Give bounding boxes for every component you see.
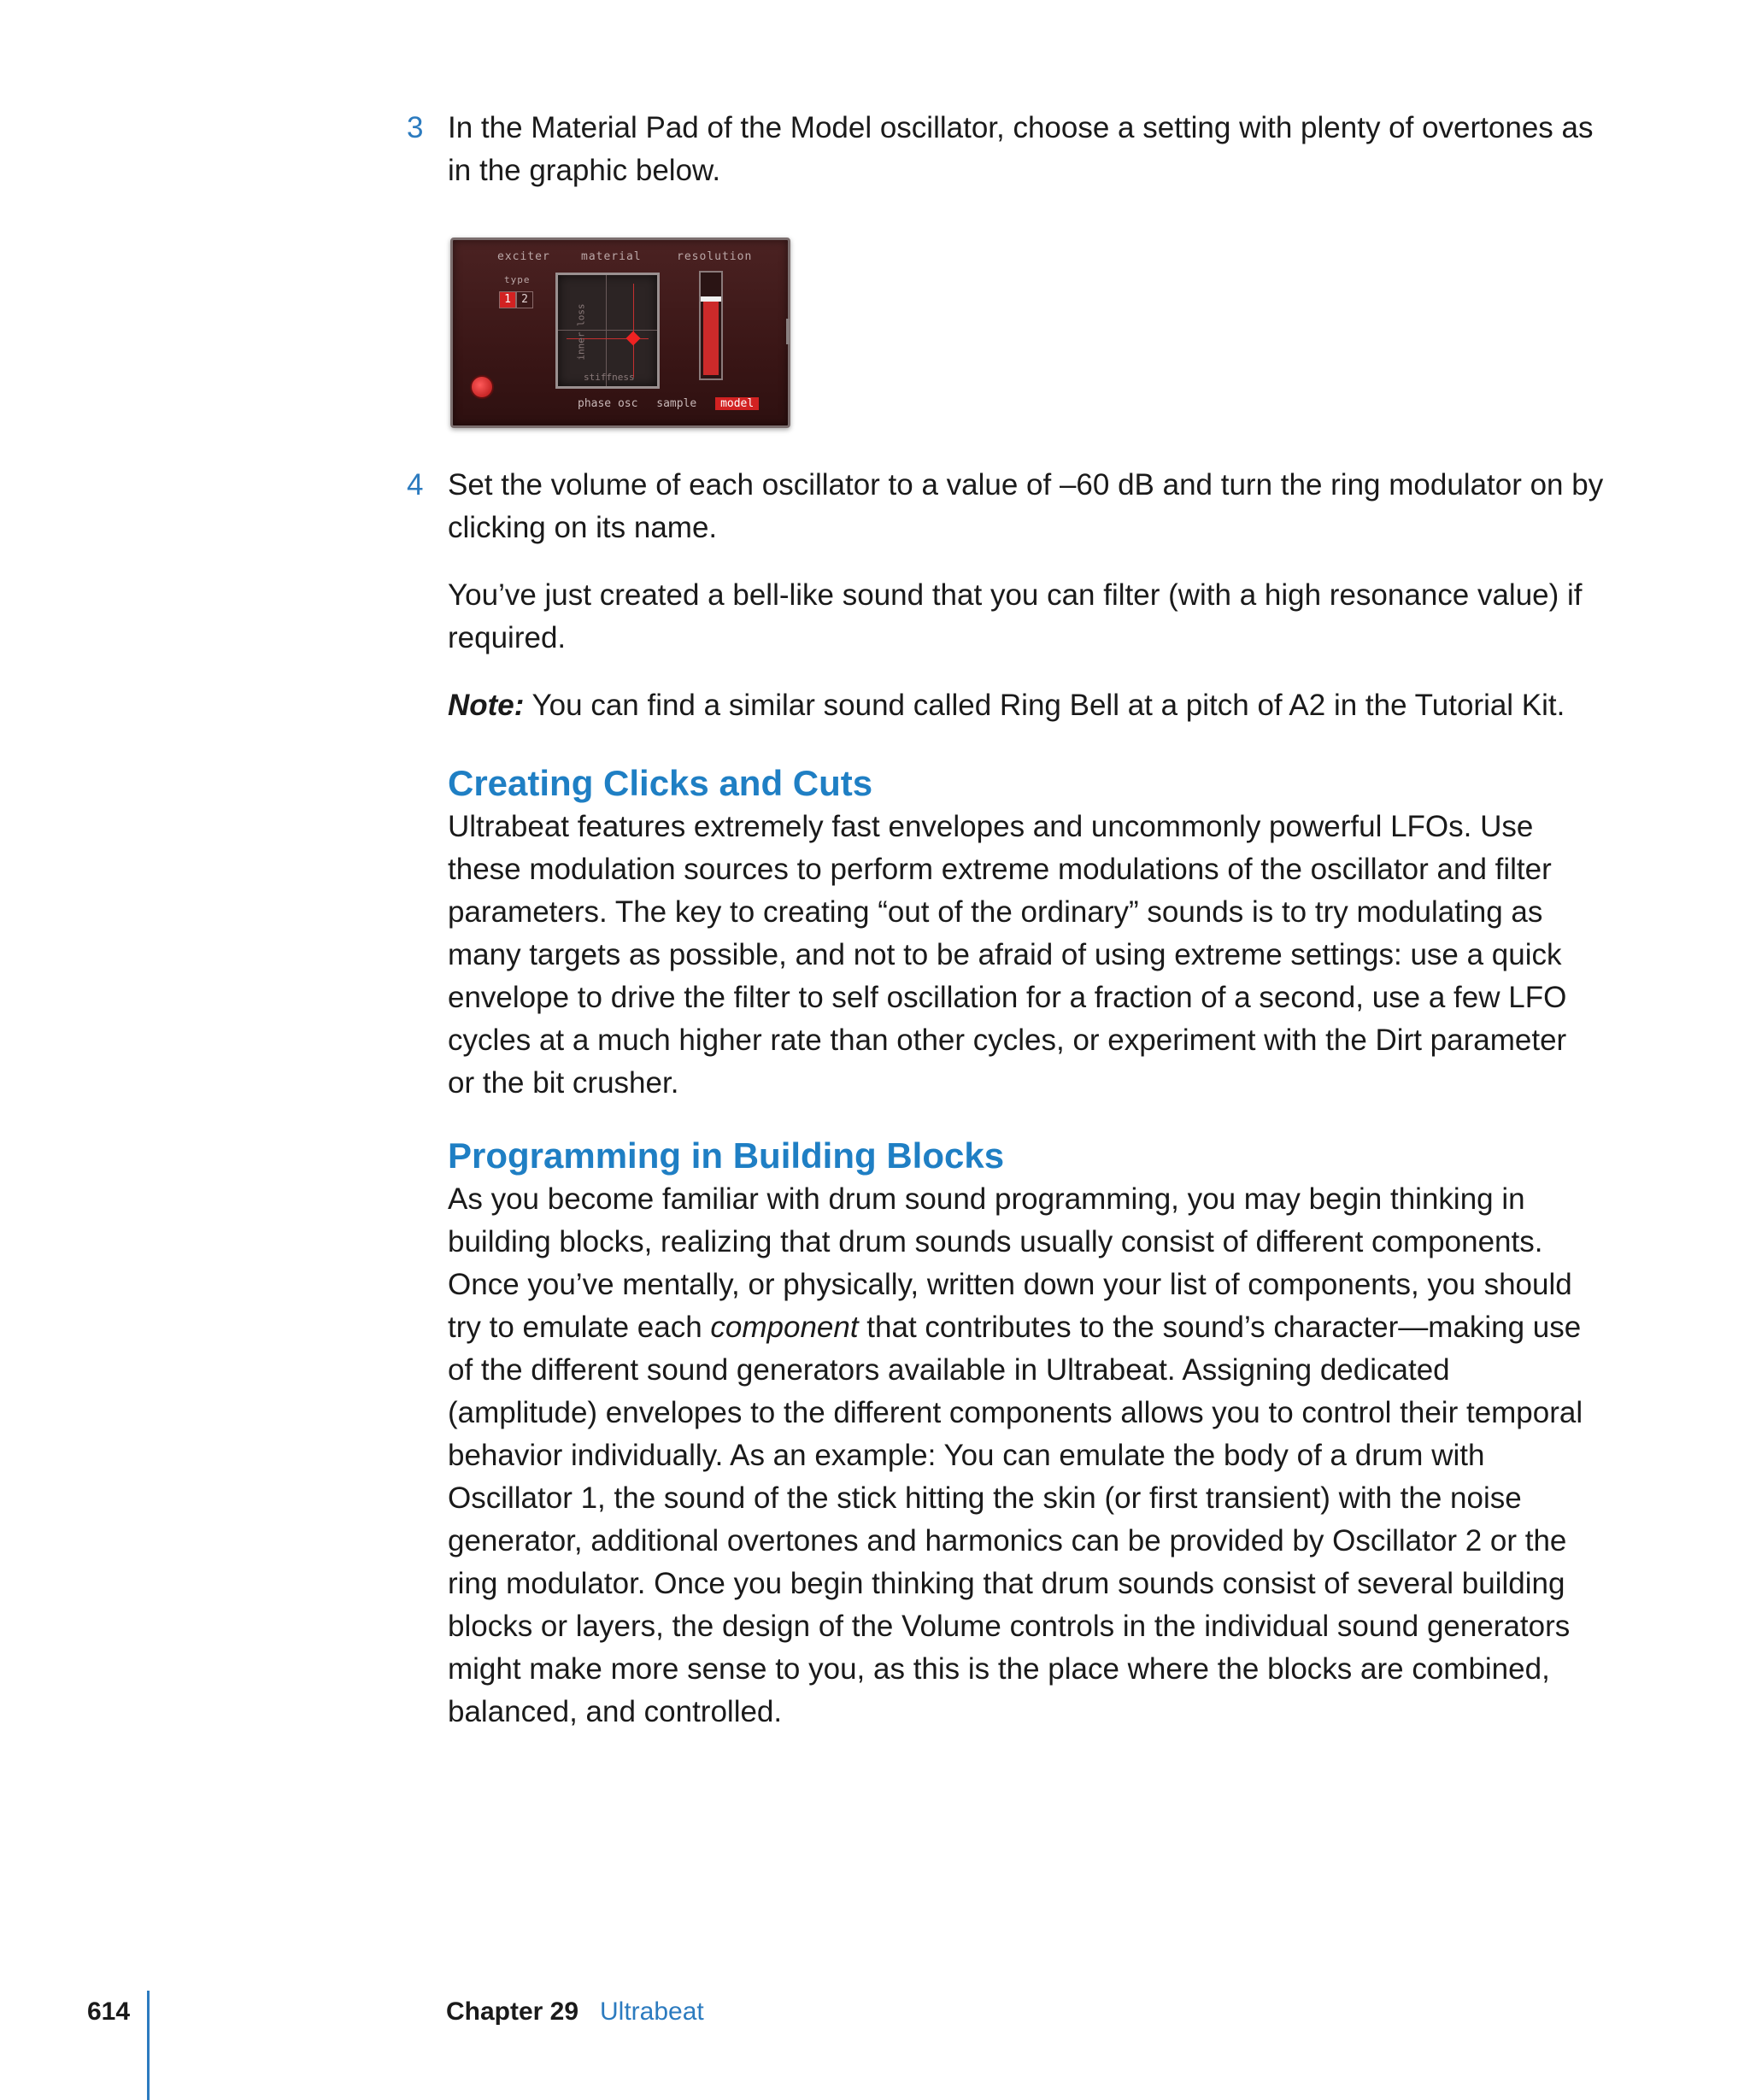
- page-number: 614: [87, 1997, 131, 2026]
- pad-grid-line: [558, 330, 657, 331]
- power-button-icon[interactable]: [470, 375, 494, 399]
- step-text: Set the volume of each oscillator to a value of –60 dB and turn the ring modulator on by clicking on its name.: [448, 468, 1604, 544]
- emphasis-text: component: [710, 1311, 859, 1344]
- exciter-label: exciter: [497, 250, 550, 263]
- pad-x-axis-label: stiffness: [584, 372, 635, 383]
- material-pad[interactable]: [555, 273, 660, 389]
- step-text: In the Material Pad of the Model oscillator, choose a setting with plenty of overtones as in the graphic below.: [448, 111, 1594, 187]
- pad-grid-line: [606, 275, 607, 386]
- chapter-name: Ultrabeat: [600, 1997, 704, 2026]
- bell-sound-paragraph: You’ve just created a bell-like sound that you can filter (with a high resonance value) if required.: [448, 578, 1583, 654]
- note-paragraph: [448, 684, 1601, 727]
- panel-edge-handle: [786, 319, 790, 344]
- type-label: type: [504, 274, 531, 285]
- step-number: 3: [407, 111, 424, 144]
- tab-model[interactable]: model: [715, 397, 759, 410]
- exciter-type-1-button[interactable]: 1: [499, 291, 516, 308]
- tab-phase-osc[interactable]: phase osc: [578, 397, 638, 410]
- exciter-type-2-button[interactable]: 2: [516, 291, 533, 308]
- material-label: material: [581, 250, 642, 263]
- resolution-slider[interactable]: [699, 271, 723, 380]
- section-heading-building-blocks: Programming in Building Blocks: [448, 1135, 1005, 1176]
- building-blocks-body: [448, 1178, 1601, 1733]
- oscillator-source-tabs: [578, 397, 759, 410]
- footer-rule: [147, 1991, 150, 2100]
- clicks-cuts-body: Ultrabeat features extremely fast envelopes and uncommonly powerful LFOs. Use these modulation sources to perform extreme modulations of the oscillator and filter parameters. The key to creating “out of the ordinary” sounds is to try modulating as many targets as possible, and not to be afraid of using extreme settings: use a quick envelope to drive the filter to self oscillation for a fraction of a second, use a few LFO cycles at a much higher rate than other cycles, or experiment with the Dirt parameter or the bit crusher.: [448, 810, 1567, 1100]
- resolution-slider-knob[interactable]: [701, 296, 721, 302]
- resolution-slider-fill: [703, 302, 719, 375]
- section-heading-clicks-cuts: Creating Clicks and Cuts: [448, 763, 873, 803]
- chapter-label: Chapter 29: [446, 1997, 579, 2026]
- model-oscillator-panel: [450, 238, 790, 428]
- tab-sample[interactable]: sample: [656, 397, 697, 410]
- note-text: You can find a similar sound called Ring Bell at a pitch of A2 in the Tutorial Kit.: [524, 689, 1565, 722]
- body-text: that contributes to the sound’s character—making use of the different sound generators available in Ultrabeat. Assigning dedicated (amplitude) envelopes to the different components allows you to control their temporal behavior individually. As an example: You can emulate the body of a drum with Oscillator 1, the sound of the stick hitting the skin (or first transient) with the noise generator, additional overtones and harmonics can be provided by Oscillator 2 or the ring modulator. Once you begin thinking that drum sounds consist of several building blocks or layers, the design of the Volume controls in the individual sound generators might make more sense to you, as this is the place where the blocks are combined, balanced, and controlled.: [448, 1311, 1583, 1728]
- step-number: 4: [407, 468, 424, 502]
- pad-y-axis-label: inner loss: [575, 303, 587, 361]
- resolution-label: resolution: [677, 250, 753, 263]
- body-text: As you become familiar with drum sound programming, you may begin thinking in building blocks, realizing that drum sounds usually consist of different components. Once you’ve mentally, or physically, written down your list of components, you should try to emulate each: [448, 1182, 1572, 1344]
- note-label: Note:: [448, 689, 525, 722]
- material-pad-handle[interactable]: [626, 331, 641, 346]
